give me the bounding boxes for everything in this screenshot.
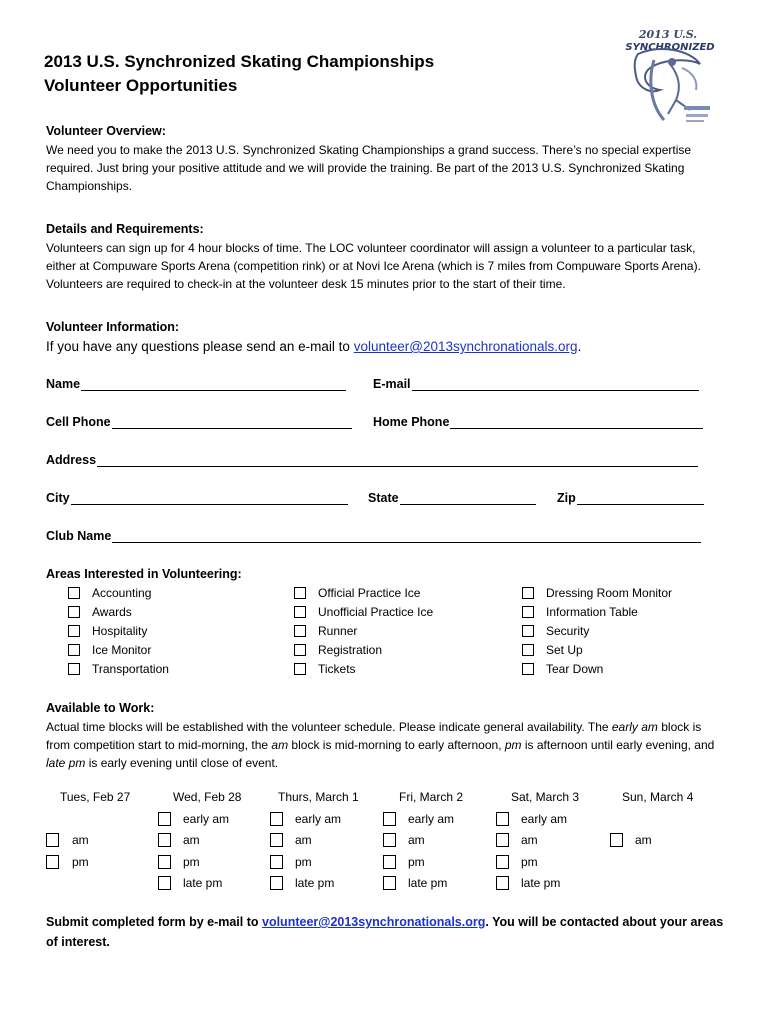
home-phone-field[interactable]	[373, 415, 703, 429]
available-em-am: am	[271, 738, 289, 752]
info-text-after: .	[577, 339, 582, 354]
title-line-2: Volunteer Opportunities	[44, 76, 238, 95]
name-line[interactable]	[81, 378, 346, 391]
home-phone-label: Home Phone	[373, 415, 450, 429]
info-text-before: If you have any questions please send an e-mail to	[46, 339, 354, 354]
area-checkbox[interactable]	[68, 663, 80, 675]
submit-text-before: Submit completed form by e-mail to	[46, 915, 262, 929]
day-header: Fri, March 2	[399, 790, 464, 804]
area-label: Tear Down	[546, 662, 604, 676]
fri-late-pm-option[interactable]	[383, 876, 447, 890]
city-label: City	[46, 491, 70, 505]
area-label: Transportation	[92, 662, 169, 676]
details-text: Volunteers can sign up for 4 hour blocks of time. The LOC volunteer coordinator will assign a volunteer to a particular task, either at Compuware Sports Arena (competition rink) or at Novi Ice Arena (which is 7 miles from Compuware Sports Arena). Volunteers are required to check-in at the volunteer desk 15 minutes prior to the start of their time.	[46, 241, 701, 291]
cell-phone-label: Cell Phone	[46, 415, 111, 429]
block-label: am	[72, 833, 89, 847]
areas-heading: Areas Interested in Volunteering:	[46, 567, 242, 581]
wed-pm-option[interactable]	[158, 855, 200, 869]
area-label: Hospitality	[92, 624, 148, 638]
block-label: late pm	[521, 876, 561, 890]
availability-checkbox[interactable]	[496, 876, 509, 890]
available-text-part: block is from competition start to mid-morning, the	[46, 720, 702, 752]
availability-checkbox[interactable]	[158, 833, 171, 847]
address-label: Address	[46, 453, 97, 467]
area-checkbox[interactable]	[68, 587, 80, 599]
thurs-early-am-option[interactable]	[270, 812, 341, 826]
availability-checkbox[interactable]	[496, 833, 509, 847]
block-label: pm	[183, 855, 200, 869]
area-checkbox[interactable]	[294, 606, 306, 618]
area-label: Registration	[318, 643, 383, 657]
block-label: early am	[183, 812, 230, 826]
area-option[interactable]	[522, 586, 672, 600]
availability-checkbox[interactable]	[270, 812, 283, 826]
area-option[interactable]	[294, 662, 356, 676]
email-label: E-mail	[373, 377, 411, 391]
details-heading: Details and Requirements:	[46, 222, 204, 236]
block-label: early am	[408, 812, 455, 826]
info-heading: Volunteer Information:	[46, 320, 180, 334]
thurs-pm-option[interactable]	[270, 855, 312, 869]
area-checkbox[interactable]	[68, 644, 80, 656]
availability-checkbox[interactable]	[270, 855, 283, 869]
submit-instructions	[46, 912, 726, 952]
area-checkbox[interactable]	[522, 625, 534, 637]
state-field[interactable]	[368, 491, 536, 505]
sat-early-am-option[interactable]	[496, 812, 567, 826]
address-line[interactable]	[97, 454, 698, 467]
submit-text-after: . You will be contacted about your areas of interest.	[46, 915, 724, 949]
thurs-late-pm-option[interactable]	[270, 876, 334, 890]
fri-am-option[interactable]	[383, 833, 425, 847]
day-header: Sun, March 4	[622, 790, 694, 804]
block-label: pm	[72, 855, 89, 869]
city-line[interactable]	[71, 492, 348, 505]
area-option[interactable]	[294, 624, 357, 638]
area-option[interactable]	[522, 662, 603, 676]
day-header: Sat, March 3	[511, 790, 580, 804]
fri-pm-option[interactable]	[383, 855, 425, 869]
block-label: am	[183, 833, 200, 847]
logo-year: 2013 U.S.	[638, 28, 698, 41]
city-field[interactable]	[46, 491, 348, 505]
area-checkbox[interactable]	[294, 644, 306, 656]
sun-am-option[interactable]	[610, 833, 652, 847]
day-header: Tues, Feb 27	[60, 790, 131, 804]
area-checkbox[interactable]	[68, 625, 80, 637]
day-header: Wed, Feb 28	[173, 790, 242, 804]
skating-logo-icon	[620, 24, 716, 134]
area-option[interactable]	[68, 643, 151, 657]
block-label: am	[408, 833, 425, 847]
area-checkbox[interactable]	[522, 644, 534, 656]
availability-checkbox[interactable]	[496, 855, 509, 869]
home-phone-line[interactable]	[450, 416, 703, 429]
area-checkbox[interactable]	[522, 606, 534, 618]
availability-checkbox[interactable]	[270, 833, 283, 847]
area-label: Official Practice Ice	[318, 586, 421, 600]
block-label: early am	[521, 812, 568, 826]
area-checkbox[interactable]	[522, 587, 534, 599]
area-option[interactable]	[522, 605, 638, 619]
day-header: Thurs, March 1	[278, 790, 359, 804]
area-option[interactable]	[68, 624, 147, 638]
area-checkbox[interactable]	[294, 663, 306, 675]
info-email-link[interactable]: volunteer@2013synchronationals.org	[353, 339, 578, 354]
overview-text: We need you to make the 2013 U.S. Synchronized Skating Championships a grand success. There’s no special expertise required. Just bring your positive attitude and we will provide the training. Be part of the 2013 U.S. Synchronized Skating Championships.	[46, 143, 692, 193]
available-em-early-am: early am	[611, 720, 658, 734]
area-label: Set Up	[546, 643, 583, 657]
state-label: State	[368, 491, 399, 505]
block-label: pm	[521, 855, 538, 869]
area-option[interactable]	[68, 662, 169, 676]
block-label: am	[635, 833, 652, 847]
submit-email-link[interactable]: volunteer@2013synchronationals.org	[262, 915, 486, 929]
email-line[interactable]	[412, 378, 699, 391]
cell-phone-field[interactable]	[46, 415, 352, 429]
name-field[interactable]	[46, 377, 346, 391]
area-checkbox[interactable]	[68, 606, 80, 618]
tues-pm-option[interactable]	[46, 855, 89, 869]
available-em-late-pm: late pm	[46, 756, 86, 770]
availability-checkbox[interactable]	[496, 812, 509, 826]
overview-heading: Volunteer Overview:	[46, 124, 166, 138]
available-text-part: is afternoon until early evening, and	[521, 738, 715, 752]
area-checkbox[interactable]	[522, 663, 534, 675]
area-label: Dressing Room Monitor	[546, 586, 673, 600]
available-text-part: Actual time blocks will be established with the volunteer schedule. Please indicate general availability. The	[46, 720, 612, 734]
availability-checkbox[interactable]	[270, 876, 283, 890]
sat-am-option[interactable]	[496, 833, 538, 847]
area-option[interactable]	[294, 643, 382, 657]
wed-am-option[interactable]	[158, 833, 200, 847]
availability-checkbox[interactable]	[158, 812, 171, 826]
state-line[interactable]	[400, 492, 536, 505]
page-title	[44, 50, 434, 98]
block-label: late pm	[408, 876, 448, 890]
available-text-part: is early evening until close of event.	[85, 756, 279, 770]
availability-checkbox[interactable]	[158, 876, 171, 890]
availability-checkbox[interactable]	[610, 833, 623, 847]
availability-checkbox[interactable]	[383, 876, 396, 890]
email-field[interactable]	[373, 377, 699, 391]
sat-late-pm-option[interactable]	[496, 876, 560, 890]
sat-pm-option[interactable]	[496, 855, 538, 869]
area-option[interactable]	[294, 586, 420, 600]
block-label: early am	[295, 812, 342, 826]
zip-label: Zip	[557, 491, 576, 505]
available-text-part: block is mid-morning to early afternoon,	[288, 738, 505, 752]
club-name-label: Club Name	[46, 529, 112, 543]
area-checkbox[interactable]	[294, 625, 306, 637]
available-heading: Available to Work:	[46, 701, 155, 715]
area-option[interactable]	[522, 643, 583, 657]
area-label: Unofficial Practice Ice	[318, 605, 434, 619]
block-label: am	[295, 833, 312, 847]
availability-checkbox[interactable]	[383, 833, 396, 847]
available-em-pm: pm	[504, 738, 522, 752]
available-text	[46, 718, 726, 772]
block-label: late pm	[295, 876, 335, 890]
area-option[interactable]	[68, 586, 151, 600]
zip-line[interactable]	[577, 492, 704, 505]
title-line-1: 2013 U.S. Synchronized Skating Championships	[44, 52, 435, 71]
availability-checkbox[interactable]	[383, 855, 396, 869]
availability-checkbox[interactable]	[158, 855, 171, 869]
area-label: Runner	[318, 624, 358, 638]
wed-early-am-option[interactable]	[158, 812, 229, 826]
name-label: Name	[46, 377, 81, 391]
wed-late-pm-option[interactable]	[158, 876, 222, 890]
zip-field[interactable]	[557, 491, 704, 505]
block-label: pm	[295, 855, 312, 869]
championship-logo	[620, 24, 716, 134]
area-option[interactable]	[522, 624, 589, 638]
area-option[interactable]	[294, 605, 433, 619]
area-label: Awards	[92, 605, 132, 619]
block-label: am	[521, 833, 538, 847]
block-label: late pm	[183, 876, 223, 890]
logo-word: SYNCHRONIZED	[625, 42, 715, 53]
club-name-field[interactable]	[46, 529, 701, 543]
thurs-am-option[interactable]	[270, 833, 312, 847]
info-text	[46, 338, 726, 356]
area-label: Ice Monitor	[92, 643, 152, 657]
tues-am-option[interactable]	[46, 833, 89, 847]
area-checkbox[interactable]	[294, 587, 306, 599]
availability-checkbox[interactable]	[383, 812, 396, 826]
area-option[interactable]	[68, 605, 132, 619]
cell-phone-line[interactable]	[112, 416, 352, 429]
address-field[interactable]	[46, 453, 698, 467]
area-label: Information Table	[546, 605, 638, 619]
club-name-line[interactable]	[112, 530, 701, 543]
availability-checkbox[interactable]	[46, 855, 59, 869]
fri-early-am-option[interactable]	[383, 812, 454, 826]
area-label: Accounting	[92, 586, 152, 600]
area-label: Security	[546, 624, 590, 638]
block-label: pm	[408, 855, 425, 869]
area-label: Tickets	[318, 662, 356, 676]
availability-checkbox[interactable]	[46, 833, 59, 847]
